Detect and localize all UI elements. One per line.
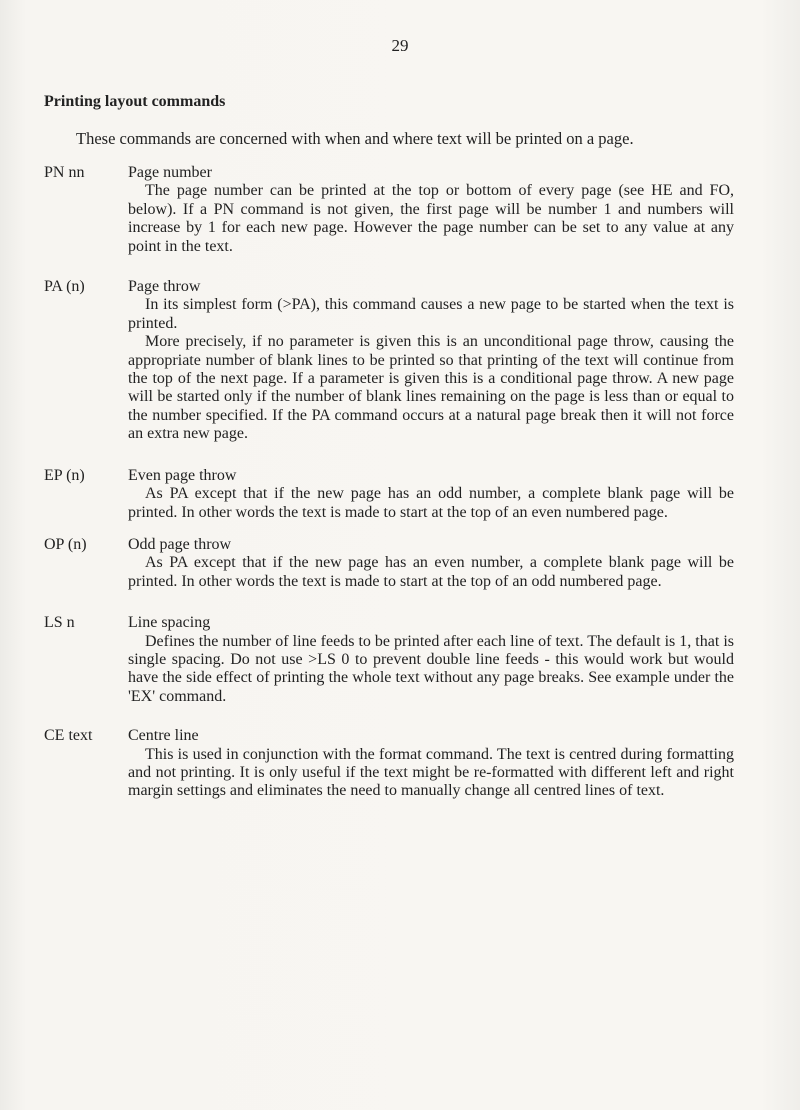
command-title: Page throw xyxy=(128,278,201,296)
command-title: Line spacing xyxy=(128,614,211,632)
page-number: 29 xyxy=(391,36,409,55)
command-entry-pn xyxy=(44,164,734,256)
description-paragraph: In its simplest form (>PA), this command causes a new page to be started when the text is printed. xyxy=(128,296,734,332)
command-title: Centre line xyxy=(128,727,199,745)
section-heading: Printing layout commands xyxy=(44,93,226,110)
description-paragraph: Defines the number of line feeds to be printed after each line of text. The default is 1, that is single spacing. Do not use >LS 0 to prevent double line feeds - this would work but would have the side effect of printing the whole text without any page breaks. See example under the 'EX' command. xyxy=(128,632,734,705)
command-code: PN nn xyxy=(44,164,85,181)
description-paragraph: As PA except that if the new page has an odd number, a complete blank page will be printed. In other words the text is made to start at the top of an even numbered page. xyxy=(128,485,734,521)
command-description xyxy=(128,727,734,801)
command-entry-ce xyxy=(44,727,734,801)
command-description xyxy=(128,536,734,591)
command-code: PA (n) xyxy=(44,278,85,296)
description-paragraph: More precisely, if no parameter is given this is an unconditional page throw, causing the appropriate number of blank lines to be printed so that printing of the text will continue from the top of the next page. If a parameter is given this is a conditional page throw. A new page will be started only if the number of blank lines remaining on the page is less than or equal to the number specified. If the PA command occurs at a natural page break then it will not force an extra new page. xyxy=(128,333,734,443)
description-paragraph: As PA except that if the new page has an even number, a complete blank page will be printed. In other words the text is made to start at the top of an odd numbered page. xyxy=(128,554,734,590)
command-code: LS n xyxy=(44,614,75,632)
command-list xyxy=(44,164,734,801)
command-entry-ep xyxy=(44,467,734,522)
intro-paragraph: These commands are concerned with when and where text will be printed on a page. xyxy=(76,129,634,148)
command-description xyxy=(128,164,734,256)
command-entry-ls xyxy=(44,614,734,706)
description-paragraph: The page number can be printed at the top or bottom of every page (see HE and FO, below). If a PN command is not given, the first page will be number 1 and numbers will increase by 1 for each new page. However the page number can be set to any value at any point in the text. xyxy=(128,182,734,255)
command-description xyxy=(128,278,734,444)
command-title: Odd page throw xyxy=(128,535,232,553)
command-entry-op xyxy=(44,536,734,591)
command-code: OP (n) xyxy=(44,535,87,553)
command-title: Page number xyxy=(128,164,212,181)
command-title: Even page throw xyxy=(128,466,237,484)
command-description xyxy=(128,614,734,706)
description-paragraph: This is used in conjunction with the format command. The text is centred during formatting and not printing. It is only useful if the text might be re-formatted with different left and right margin settings and eliminates the need to manually change all centred lines of text. xyxy=(128,745,734,800)
command-code: CE text xyxy=(44,727,93,745)
command-code: EP (n) xyxy=(44,466,85,484)
command-description xyxy=(128,467,734,522)
command-entry-pa xyxy=(44,278,734,444)
